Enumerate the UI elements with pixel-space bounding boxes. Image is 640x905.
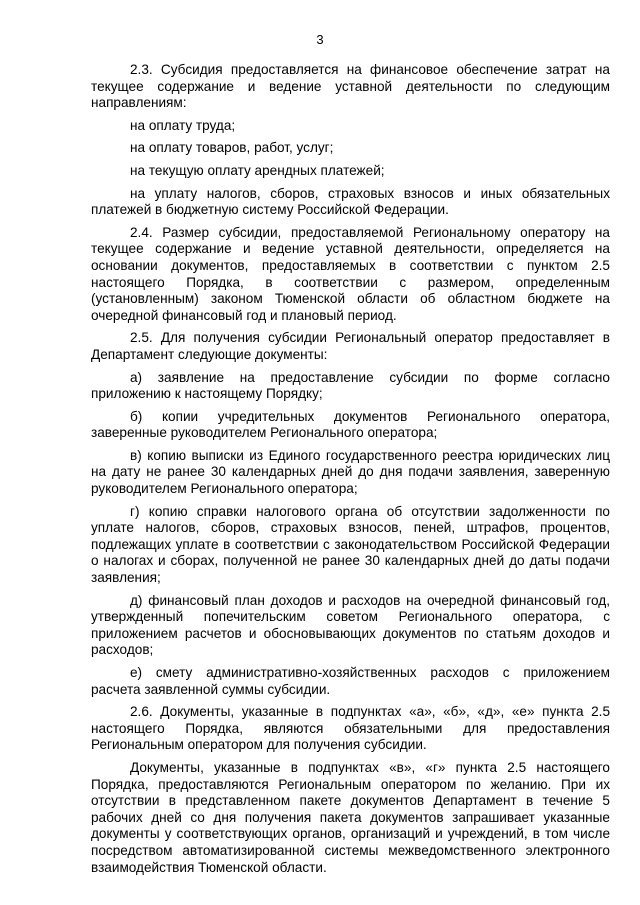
- list-item-labor: на оплату труда;: [130, 117, 236, 133]
- page-number: 3: [316, 32, 324, 47]
- subitem-d: д) финансовый план доходов и расходов на очередной финансовый год, утвержденный попечительским советом Регионального оператора, с приложением расчетов и обосновывающих документов по статьям доходов и расходов;: [91, 592, 610, 658]
- paragraph-2-4: 2.4. Размер субсидии, предоставляемой Региональному оператору на текущее содержание и ведение уставной деятельности, определяется на основании документов, предоставляемых в соответствии с пунктом 2.5 настоящего Порядка, в соответствии с размером, определенным (установленным) законом Тюменской области об областном бюджете на очередной финансовый год и плановый период.: [91, 224, 610, 323]
- list-item-taxes: на уплату налогов, сборов, страховых взносов и иных обязательных платежей в бюджетную систему Российской Федерации.: [91, 185, 610, 218]
- subitem-a: а) заявление на предоставление субсидии по форме согласно приложению к настоящему Порядку;: [91, 369, 610, 402]
- list-item-goods: на оплату товаров, работ, услуг;: [130, 140, 334, 156]
- paragraph-optional-documents: Документы, указанные в подпунктах «в», «г» пункта 2.5 настоящего Порядка, предоставляются Региональным оператором по желанию. При их отсутствии в представленном пакете документов Департамент в течение 5 рабочих дней со дня получения пакета документов запрашивает указанные документы у соответствующих органов, организаций и учреждений, в том числе посредством автоматизированной системы межведомственного электронного взаимодействия Тюменской области.: [91, 759, 610, 875]
- document-body: [91, 62, 610, 882]
- list-item-rent: на текущую оплату арендных платежей;: [130, 162, 385, 178]
- subitem-v: в) копию выписки из Единого государственного реестра юридических лиц на дату не ранее 30 календарных дней до дня подачи заявления, заверенную руководителем Регионального оператора;: [91, 447, 610, 497]
- paragraph-2-5: 2.5. Для получения субсидии Региональный оператор предоставляет в Департамент следующие документы:: [91, 330, 610, 362]
- paragraph-2-3: 2.3. Субсидия предоставляется на финансовое обеспечение затрат на текущее содержание и ведение уставной деятельности по следующим направлениям:: [91, 62, 610, 111]
- paragraph-2-6: 2.6. Документы, указанные в подпунктах «а», «б», «д», «е» пункта 2.5 настоящего Порядка, являются обязательными для предоставления Региональным оператором для получения субсидии.: [91, 704, 610, 753]
- subitem-g: г) копию справки налогового органа об отсутствии задолженности по уплате налогов, сборов, страховых взносов, пеней, штрафов, процентов, подлежащих уплате в соответствии с законодательством Российской Федерации о налогах и сборах, полученной не ранее 30 календарных дней до даты подачи заявления;: [91, 503, 610, 586]
- subitem-b: б) копии учредительных документов Регионального оператора, заверенные руководителем Регионального оператора;: [91, 408, 610, 441]
- subitem-e: е) смету административно-хозяйственных расходов с приложением расчета заявленной суммы субсидии.: [91, 665, 610, 697]
